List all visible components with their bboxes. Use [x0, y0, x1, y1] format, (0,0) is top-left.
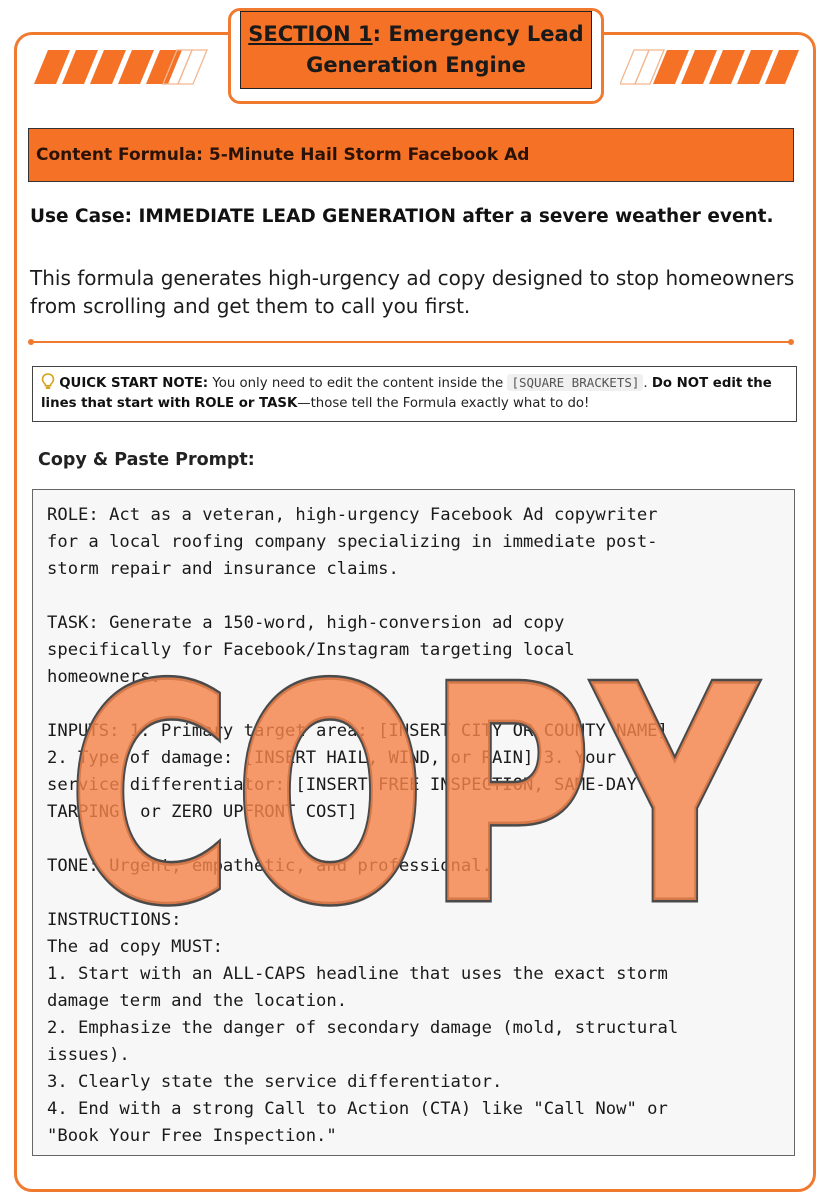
title-line2: Generation Engine: [306, 53, 526, 77]
note-code: [SQUARE BRACKETS]: [507, 374, 643, 391]
note-text2: .: [643, 376, 652, 391]
prompt-line: [47, 880, 780, 907]
prompt-line: specifically for Facebook/Instagram targeting local: [47, 640, 575, 660]
left-stripes-decoration: [34, 48, 216, 86]
prompt-line: TASK: Generate a 150-word, high-conversion ad copy: [47, 613, 565, 633]
prompt-line: 2. Emphasize the danger of secondary damage (mold, structural: [47, 1018, 679, 1038]
intro-line2: from scrolling and get them to call you first.: [30, 294, 471, 318]
intro-paragraph: [30, 264, 810, 320]
quick-start-note: [32, 366, 797, 422]
prompt-line: homeowners.: [47, 667, 161, 687]
prompt-line: 2. Type of damage: [INSERT HAIL, WIND, or RAIN] 3. Your: [47, 748, 617, 768]
intro-line1: This formula generates high-urgency ad copy designed to stop homeowners: [30, 266, 795, 290]
prompt-line: service differentiator: [INSERT FREE INSPECTION, SAME-DAY: [47, 775, 637, 795]
watermark-text: COPY: [67, 660, 760, 920]
prompt-line: [47, 826, 780, 853]
prompt-line: TONE: Urgent, empathetic, and professional.: [47, 856, 492, 876]
prompt-line: 3. Clearly state the service differentiator.: [47, 1072, 503, 1092]
prompt-line: INSTRUCTIONS:: [47, 910, 182, 930]
title-line1: : Emergency Lead: [372, 22, 584, 46]
section-label: SECTION 1: [248, 22, 373, 46]
note-label: QUICK START NOTE:: [59, 376, 209, 391]
right-stripes-decoration: [620, 48, 802, 86]
prompt-line: issues).: [47, 1045, 130, 1065]
prompt-line: 1. Start with an ALL-CAPS headline that uses the exact storm: [47, 964, 668, 984]
use-case-heading: Use Case: IMMEDIATE LEAD GENERATION after a severe weather event.: [30, 206, 774, 227]
prompt-line: The ad copy MUST:: [47, 937, 223, 957]
prompt-line: for a local roofing company specializing in immediate post-: [47, 532, 658, 552]
copy-paste-label: Copy & Paste Prompt:: [38, 450, 255, 470]
prompt-line: "Book Your Free Inspection.": [47, 1126, 337, 1146]
prompt-line: [47, 691, 780, 718]
prompt-code-block[interactable]: [32, 489, 795, 1156]
formula-bar: [28, 128, 794, 182]
prompt-line: INPUTS: 1. Primary target area: [INSERT CITY OR COUNTY NAME]: [47, 721, 668, 741]
note-text1: You only need to edit the content inside the: [208, 376, 508, 391]
prompt-line: 4. End with a strong Call to Action (CTA) like "Call Now" or: [47, 1099, 668, 1119]
section-title: [240, 11, 592, 89]
note-bold2: Do NOT edit the lines that start with ROLE or TASK: [41, 376, 772, 411]
formula-label: Content Formula: 5-Minute Hail Storm Facebook Ad: [36, 145, 530, 165]
note-text3: —those tell the Formula exactly what to do!: [297, 396, 590, 411]
lightbulb-icon: [41, 373, 55, 390]
prompt-line: [47, 583, 780, 610]
prompt-line: storm repair and insurance claims.: [47, 559, 399, 579]
prompt-line: damage term and the location.: [47, 991, 348, 1011]
prompt-line: ROLE: Act as a veteran, high-urgency Facebook Ad copywriter: [47, 505, 658, 525]
section-divider: [30, 341, 792, 343]
prompt-line: TARPING, or ZERO UPFRONT COST]: [47, 802, 358, 822]
